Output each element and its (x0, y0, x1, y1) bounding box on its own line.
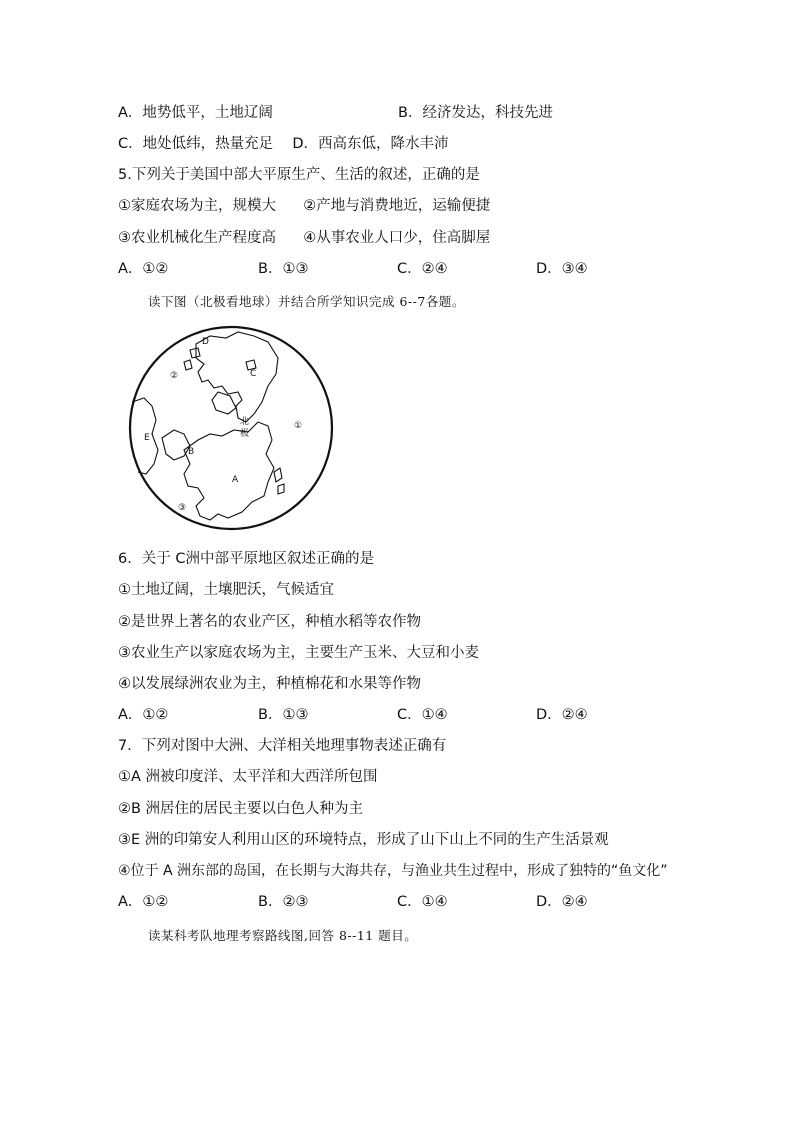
map-label-o1: ① (294, 421, 303, 431)
q6-option-d: D．②④ (536, 707, 588, 723)
q7-statement-3: ③E 洲的印第安人利用山区的环境特点，形成了山下山上不同的生产生活景观 (118, 832, 609, 848)
intro-questions-8-11: 读某科考队地理考察路线图,回答 8--11 题目。 (148, 928, 418, 943)
q7-option-c: C．①④ (397, 894, 448, 910)
q4-option-d: D．西高东低，降水丰沛 (292, 136, 449, 152)
map-label-b: B (188, 447, 195, 457)
q7-statement-4: ④位于 A 洲东部的岛国，在长期与大海共存，与渔业共生过程中，形成了独特的“鱼文化” (118, 863, 668, 879)
map-label-pole-2: 极 (240, 429, 250, 439)
q5-stem: 5.下列关于美国中部大平原生产、生活的叙述，正确的是 (118, 167, 480, 183)
q6-option-b: B．①③ (258, 707, 309, 723)
q6-stem: 6．关于 C洲中部平原地区叙述正确的是 (118, 551, 374, 567)
q5-statement-1: ①家庭农场为主，规模大 (118, 198, 276, 214)
q5-statement-2: ②产地与消费地近，运输便捷 (303, 198, 491, 214)
map-label-o3: ③ (178, 503, 187, 513)
q6-statement-2: ②是世界上著名的农业产区，种植水稻等农作物 (118, 614, 421, 630)
map-label-a: A (232, 475, 239, 485)
map-label-c: C (250, 369, 257, 379)
q4-option-c-d (118, 134, 449, 154)
q7-statement-1: ①A 洲被印度洋、太平洋和大西洋所包围 (118, 769, 378, 785)
q7-option-b: B．②③ (258, 894, 309, 910)
map-label-e: E (144, 433, 150, 443)
map-label-o2: ② (170, 371, 179, 381)
q4-option-c: C．地处低纬，热量充足 (118, 136, 274, 152)
q7-stem: 7．下列对图中大洲、大洋相关地理事物表述正确有 (118, 738, 447, 754)
q4-option-b: B．经济发达，科技先进 (398, 105, 553, 121)
q5-option-a: A．①② (118, 261, 169, 277)
q6-option-a: A．①② (118, 707, 169, 723)
q7-statement-2: ②B 洲居住的居民主要以白色人种为主 (118, 801, 364, 817)
q7-option-a: A．①② (118, 894, 169, 910)
map-label-d: D (202, 337, 209, 347)
q5-option-b: B．①③ (258, 261, 309, 277)
q5-statement-4: ④从事农业人口少，住高脚屋 (303, 230, 491, 246)
q7-option-d: D．②④ (536, 894, 588, 910)
q6-statement-4: ④以发展绿洲农业为主，种植棉花和水果等作物 (118, 676, 421, 692)
q4-option-a: A．地势低平，土地辽阔 (118, 105, 273, 121)
map-label-pole-1: 北 (240, 417, 250, 427)
q5-option-d: D．③④ (536, 261, 588, 277)
q6-statement-1: ①土地辽阔，土壤肥沃，气候适宜 (118, 582, 334, 598)
q5-statement-3: ③农业机械化生产程度高 (118, 230, 276, 246)
intro-questions-6-7: 读下图（北极看地球）并结合所学知识完成 6--7各题。 (148, 294, 465, 309)
q6-option-c: C．①④ (397, 707, 448, 723)
q6-statement-3: ③农业生产以家庭农场为主，主要生产玉米、大豆和小麦 (118, 645, 479, 661)
q5-statement-row-1 (118, 196, 490, 216)
q5-statement-row-2 (118, 228, 490, 248)
q5-option-c: C．②④ (397, 261, 448, 277)
polar-map-figure (118, 322, 344, 534)
